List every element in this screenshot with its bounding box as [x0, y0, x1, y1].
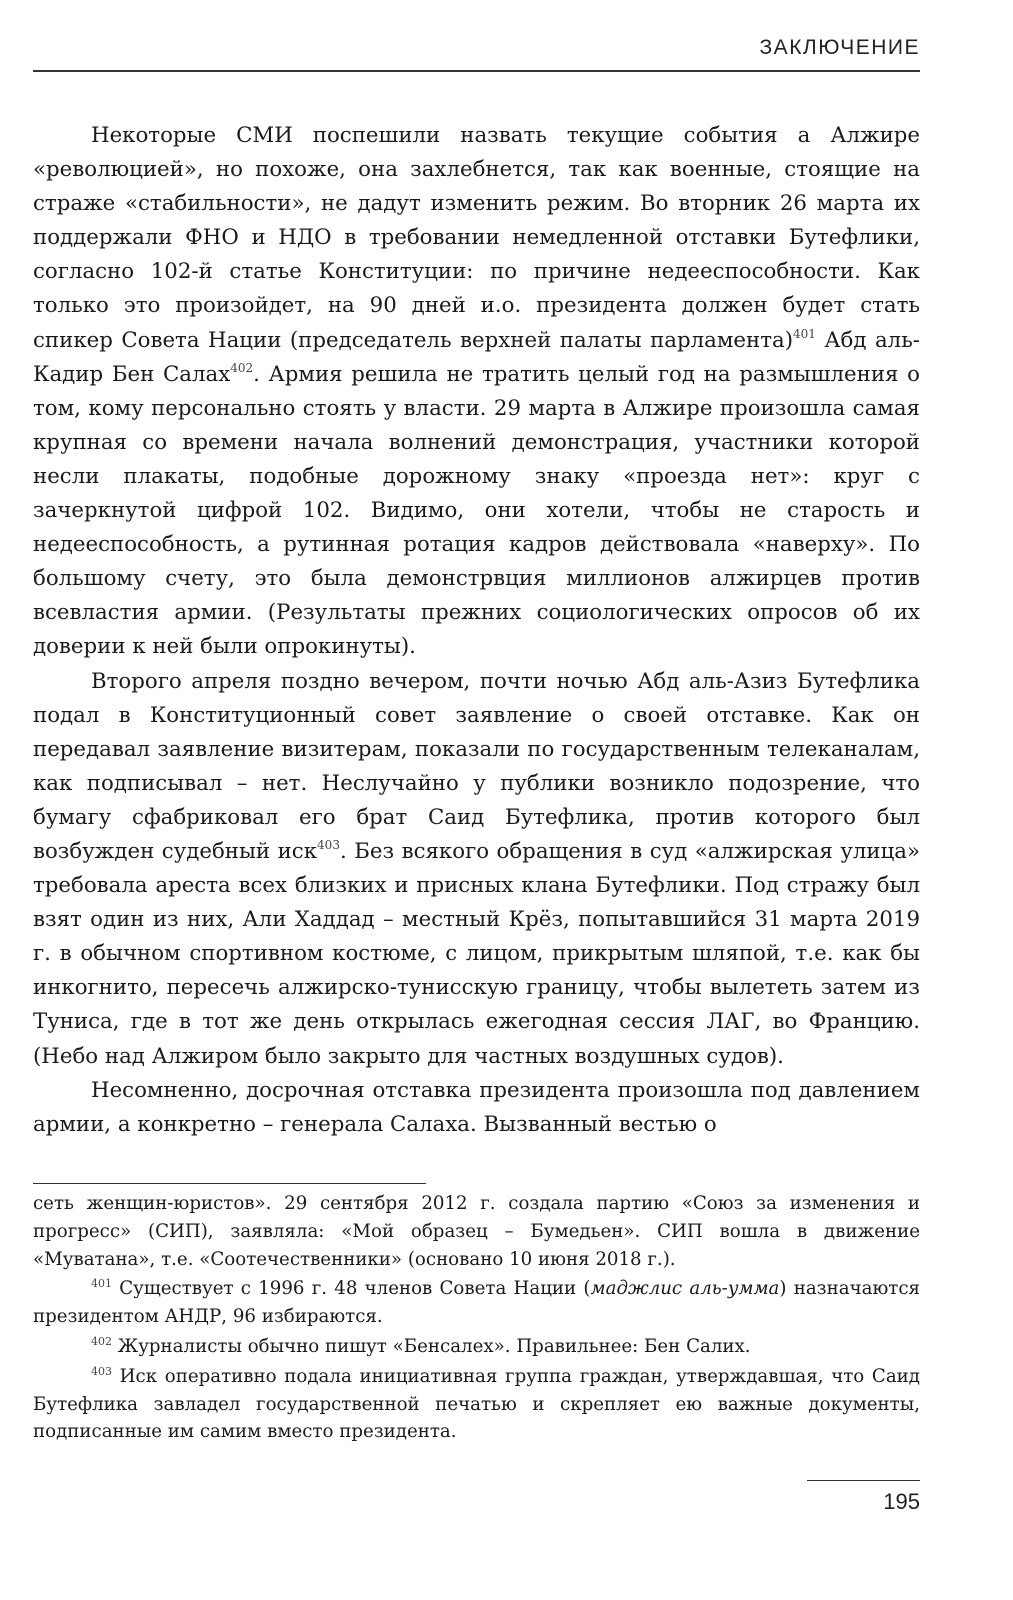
footnote-ref-401: 401: [793, 326, 816, 341]
paragraph-1-text-a: Некоторые СМИ поспешили назвать текущие события а Алжире «революцией», но похоже, она захлебнется, так как военные, стоящие на страже «стабильности», не дадут изменить режим. Во вторник 26 марта их поддержали ФНО и НДО в требовании немедленной отставки Бутефлики, согласно 102-й статье Конституции: по причине недееспособности. Как только это произойдет, на 90 дней и.о. президента должен будет стать спикер Совета Нации (председатель верхней палаты парламента): [33, 123, 920, 353]
paragraph-1-text-c: . Армия решила не тратить целый год на размышления о том, кому персонально стоять у власти. 29 марта в Алжире произошла самая крупная со времени начала волнений демонстрация, участники которой несли плакаты, подобные дорожному знаку «проезда нет»: круг с зачеркнутой цифрой 102. Видимо, они хотели, чтобы не старость и недееспособность, а рутинная ротация кадров действовала «наверху». По большому счету, это была демонстрвция миллионов алжирцев против всевластия армии. (Результаты прежних социологических опросов об их доверии к ней были опрокинуты).: [33, 361, 920, 660]
paragraph-1: [33, 119, 920, 665]
footnote-401: [33, 1275, 920, 1331]
footnote-403-text: Иск оперативно подала инициативная группа граждан, утверждавшая, что Саид Бутефлика завладел государственной печатью и скрепляет ею важные документы, подписанные им самим вместо президента.: [33, 1365, 920, 1443]
footnote-continued: сеть женщин-юристов». 29 сентября 2012 г. создала партию «Союз за изменения и прогресс» (СИП), заявляла: «Мой образец – Бумедьен». СИП вошла в движение «Муватана», т.е. «Соотечественники» (основано 10 июня 2018 г.).: [33, 1193, 920, 1270]
page-number: 195: [883, 1489, 920, 1514]
footnote-separator: [33, 1183, 426, 1184]
footnote-number: 403: [91, 1364, 112, 1378]
footnote-number: 401: [91, 1277, 112, 1291]
paragraph-2: [33, 665, 920, 1074]
running-title: ЗАКЛЮЧЕНИЕ: [759, 36, 920, 59]
page-number-rule: [807, 1480, 920, 1481]
main-text: [33, 119, 920, 1142]
paragraph-2-text-b: . Без всякого обращения в суд «алжирская улица» требовала ареста всех близких и присных клана Бутефлики. Под стражу был взят один из них, Али Хаддад – местный Крёз, попытавшийся 31 марта 2019 г. в обычном спортивном костюме, с лицом, прикрытым шляпой, т.е. как бы инкогнито, пересечь алжирско-тунисскую границу, чтобы вылететь затем из Туниса, где в тот же день открылась ежегодная сессия ЛАГ, во Францию. (Небо над Алжиром было закрыто для частных воздушных судов).: [33, 838, 920, 1069]
footnote-ref-403: 403: [317, 837, 340, 852]
footnotes: [33, 1190, 920, 1448]
paragraph-3: Несомненно, досрочная отставка президента произошла под давлением армии, а конкретно – генерала Салаха. Вызванный вестью о: [33, 1077, 920, 1137]
paragraph-2-text-a: Второго апреля поздно вечером, почти ночью Абд аль-Азиз Бутефлика подал в Конституционный совет заявление о своей отставке. Как он передавал заявление визитерам, показали по государственным телеканалам, как подписывал – нет. Неслучайно у публики возникло подозрение, что бумагу сфабриковал его брат Саид Бутефлика, против которого был возбужден судебный иск: [33, 668, 920, 864]
footnote-402-text: Журналисты обычно пишут «Бенсалех». Правильнее: Бен Салих.: [112, 1335, 751, 1357]
footnote-401-text-b: ) назначаются президентом АНДР, 96 избираются.: [33, 1278, 920, 1328]
footnote-number: 402: [91, 1334, 112, 1348]
running-header: [33, 30, 920, 72]
footnote-401-text-a: Существует с 1996 г. 48 членов Совета Нации (: [112, 1278, 591, 1300]
footnote-403: [33, 1363, 920, 1446]
footnote-ref-402: 402: [230, 360, 254, 375]
paragraph-1-text-b: Абд аль-Кадир Бен Салах: [33, 327, 920, 387]
footnote-402: [33, 1333, 920, 1361]
footnote-401-emphasis: маджлис аль-умма: [590, 1278, 780, 1300]
